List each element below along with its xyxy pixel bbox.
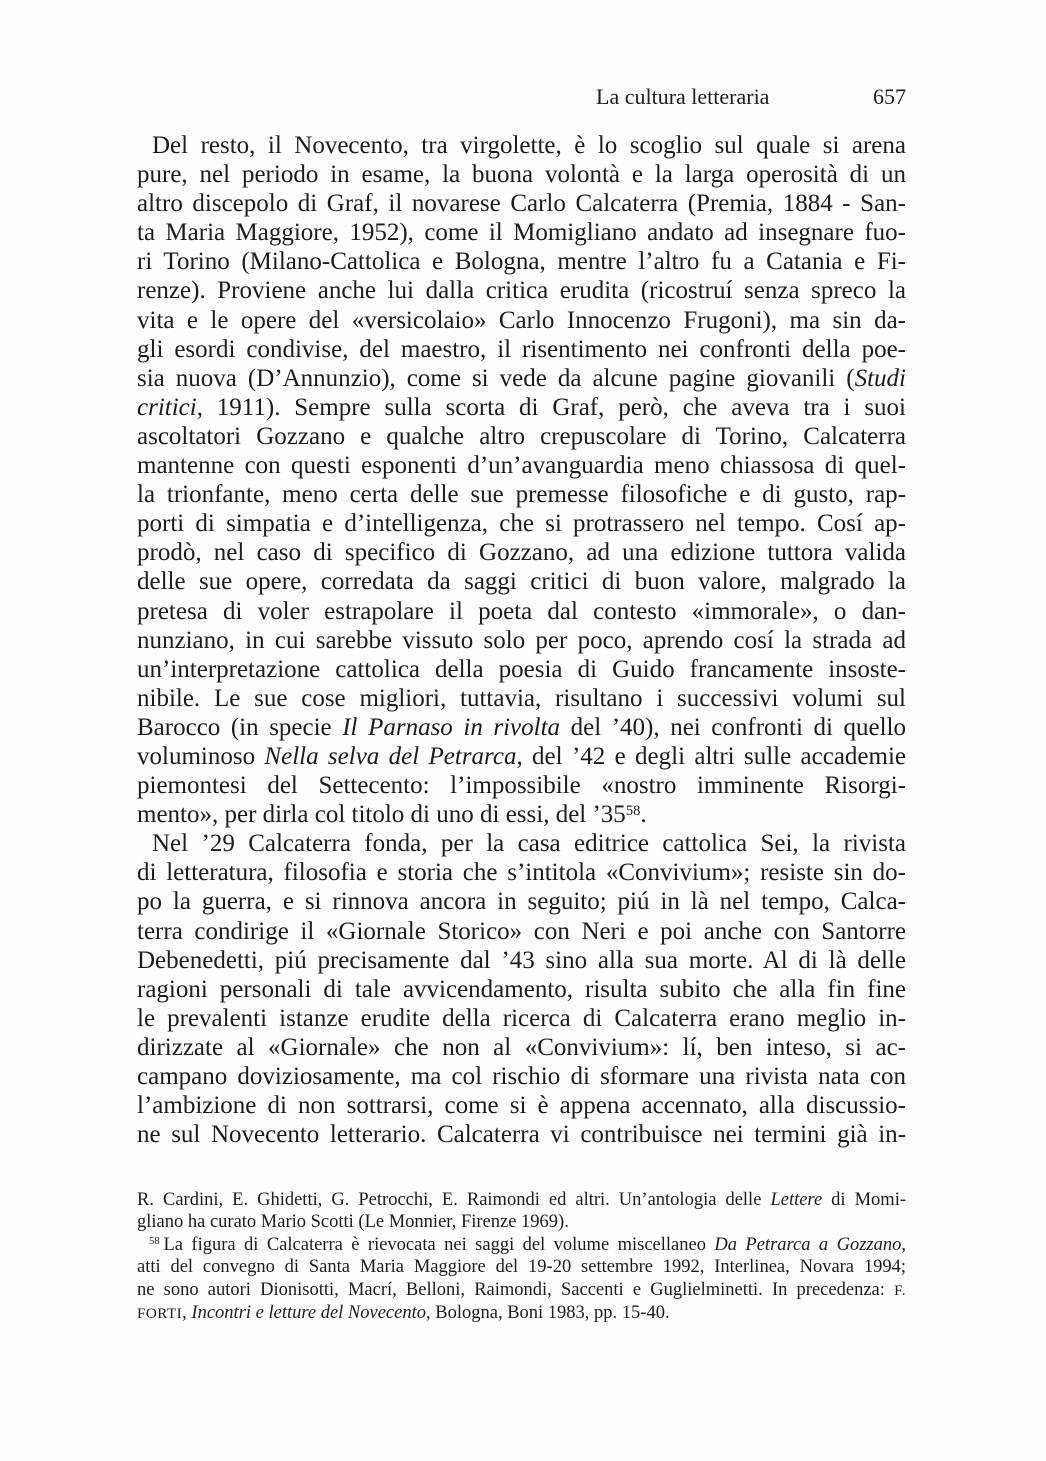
text-run: delle sue opere, corredata da saggi critici di buon valore, malgrado la (137, 568, 906, 596)
italic-run: Lettere (770, 1190, 823, 1210)
running-head-title: La cultura letteraria (596, 84, 770, 109)
text-run: ta Maria Maggiore, 1952), come il Momigliano andato ad insegnare fuo- (137, 219, 906, 247)
text-line (137, 742, 906, 771)
text-line (137, 917, 906, 946)
text-run: campano doviziosamente, ma col rischio di sformare una rivista nata con (137, 1063, 906, 1090)
text-run: la trionfante, meno certa delle sue premesse filosofiche e di gusto, rap- (137, 481, 906, 509)
italic-run: Studi (854, 364, 906, 392)
text-line (137, 335, 906, 364)
text-line (137, 887, 906, 916)
footnotes (137, 1189, 906, 1325)
text-line (137, 306, 906, 335)
text-run: ri Torino (Milano-Cattolica e Bologna, mentre l’altro fu a Catania e Fi- (137, 248, 906, 276)
text-run: di letteratura, filosofia e storia che s’intitola «Convivium»; resiste sin do- (137, 859, 906, 887)
text-run: del ’40), nei confronti di quello (560, 713, 907, 741)
text-line (137, 1279, 906, 1302)
smallcaps-run: FORTI (137, 1305, 183, 1323)
smallcaps-run: F. (894, 1281, 906, 1299)
text-run: Nel ’29 Calcaterra fonda, per la casa editrice cattolica Sei, la rivista (152, 830, 906, 858)
text-run: voluminoso (137, 742, 265, 770)
text-run: , 1911). Sempre sulla scorta di Graf, però, che aveva tra i suoi (196, 393, 906, 421)
text-line (137, 1256, 906, 1278)
text-line (137, 946, 906, 975)
text-run: ne sono autori Dionisotti, Macrí, Belloni, Raimondi, Saccenti e Guglielminetti. In precedenza: (137, 1279, 895, 1300)
text-line (137, 771, 906, 800)
italic-run: Nella selva del Petrarca (264, 742, 517, 770)
text-run: La figura di Calcaterra è rievocata nei saggi del volume miscellaneo (163, 1234, 715, 1255)
text-line (137, 800, 906, 829)
text-line (137, 247, 906, 276)
text-line (137, 567, 906, 596)
text-run: gli esordi condivise, del maestro, il risentimento nei confronti della poe- (137, 335, 906, 363)
italic-run: Incontri e letture del Novecento (191, 1303, 426, 1324)
text-line (137, 858, 906, 887)
text-run: Debenedetti, piú precisamente dal ’43 sino alla sua morte. Al di là delle (137, 946, 906, 974)
text-line (137, 364, 906, 393)
text-line (137, 160, 906, 189)
text-line (137, 1033, 906, 1062)
text-run: nibile. Le sue cose migliori, tuttavia, risultano i successivi volumi sul (137, 684, 906, 712)
footnote (137, 1234, 906, 1326)
text-run: R. Cardini, E. Ghidetti, G. Petrocchi, E. Raimondi ed altri. Un’antologia delle (137, 1190, 771, 1210)
text-run: prodò, nel caso di specifico di Gozzano, ad una edizione tuttora valida (137, 539, 906, 567)
text-run: dirizzate al «Giornale» che non al «Convivium»: lí, ben inteso, si ac- (137, 1033, 906, 1061)
text-run: , del ’42 e degli altri sulle accademie (516, 742, 907, 770)
text-line (137, 1211, 906, 1233)
text-line (137, 1004, 906, 1033)
text-line (137, 1120, 906, 1149)
text-line (137, 1234, 906, 1256)
text-run: piemontesi del Settecento: l’impossibile «nostro imminente Risorgi- (137, 772, 906, 800)
footnote-marker: 58 (149, 1235, 160, 1248)
text-run: ne sul Novecento letterario. Calcaterra vi contribuisce nei termini già in- (137, 1121, 906, 1149)
text-run: renze). Proviene anche lui dalla critica erudita (ricostruí senza spreco la (137, 277, 906, 305)
text-line (137, 451, 906, 480)
text-line (137, 218, 906, 247)
text-line (137, 480, 906, 509)
text-line (137, 713, 906, 742)
italic-run: critici (137, 393, 197, 421)
text-line (137, 538, 906, 567)
text-line (137, 1091, 906, 1120)
text-run: atti del convegno di Santa Maria Maggiore del 19-20 settembre 1992, Interlinea, Novara 1994; (137, 1257, 906, 1278)
text-run: nunziano, in cui sarebbe vissuto solo per poco, aprendo cosí la strada ad (137, 626, 906, 654)
text-line (137, 276, 906, 305)
text-run: porti di simpatia e d’intelligenza, che si protrassero nel tempo. Cosí ap- (137, 510, 906, 538)
text-run: mento», per dirla col titolo di uno di essi, del ’35 (137, 801, 626, 829)
running-head (596, 84, 906, 110)
body-text (137, 131, 906, 1149)
text-line (137, 1189, 906, 1211)
text-line (137, 1302, 906, 1325)
text-run: un’interpretazione cattolica della poesia di Guido francamente insoste- (137, 655, 906, 683)
text-run: vita e le opere del «versicolaio» Carlo Innocenzo Frugoni), ma sin da- (137, 306, 906, 334)
text-run: mantenne con questi esponenti d’un’avanguardia meno chiassosa di quel- (137, 452, 906, 480)
text-run: terra condirige il «Giornale Storico» con Neri e poi anche con Santorre (137, 917, 906, 945)
text-run: , Bologna, Boni 1983, pp. 15-40. (426, 1303, 670, 1324)
text-line (137, 131, 906, 160)
text-line (137, 626, 906, 655)
text-run: po la guerra, e si rinnova ancora in seguito; piú in là nel tempo, Calca- (137, 888, 906, 916)
text-run: pretesa di voler estrapolare il poeta dal contesto «immorale», o dan- (137, 597, 906, 625)
text-run: , (901, 1234, 906, 1255)
text-line (137, 1062, 906, 1091)
paragraph (137, 131, 906, 829)
text-run: sia nuova (D’Annunzio), come si vede da alcune pagine giovanili ( (137, 364, 855, 392)
text-run: Barocco (in specie (137, 713, 343, 741)
text-line (137, 655, 906, 684)
italic-run: Da Petrarca a Gozzano (714, 1234, 902, 1255)
text-line (137, 393, 906, 422)
footnote (137, 1189, 906, 1234)
text-run: pure, nel periodo in esame, la buona volontà e la larga operosità di un (137, 161, 906, 189)
text-run: le prevalenti istanze erudite della ricerca di Calcaterra erano meglio in- (137, 1004, 906, 1032)
text-line (137, 422, 906, 451)
text-run: altro discepolo di Graf, il novarese Carlo Calcaterra (Premia, 1884 - San- (137, 190, 906, 218)
text-run: gliano ha curato Mario Scotti (Le Monnier, Firenze 1969). (137, 1212, 569, 1233)
paragraph (137, 829, 906, 1149)
text-line (137, 597, 906, 626)
text-line (137, 829, 906, 858)
text-line (137, 975, 906, 1004)
page-number: 657 (873, 84, 906, 109)
text-run: , (182, 1303, 192, 1324)
text-line (137, 189, 906, 218)
footnote-reference: 58 (625, 802, 641, 819)
text-run: l’ambizione di non sottrarsi, come si è appena accennato, alla discussio- (137, 1092, 906, 1120)
text-run: di Momi- (822, 1190, 906, 1210)
text-run: ragioni personali di tale avvicendamento, risulta subito che alla fin fine (137, 975, 906, 1003)
text-line (137, 684, 906, 713)
italic-run: Il Parnaso in rivolta (342, 713, 561, 741)
text-run: ascoltatori Gozzano e qualche altro crepuscolare di Torino, Calcaterra (137, 422, 906, 450)
text-line (137, 509, 906, 538)
text-run: Del resto, il Novecento, tra virgolette, è lo scoglio sul quale si arena (152, 132, 906, 159)
text-run: . (640, 801, 647, 829)
